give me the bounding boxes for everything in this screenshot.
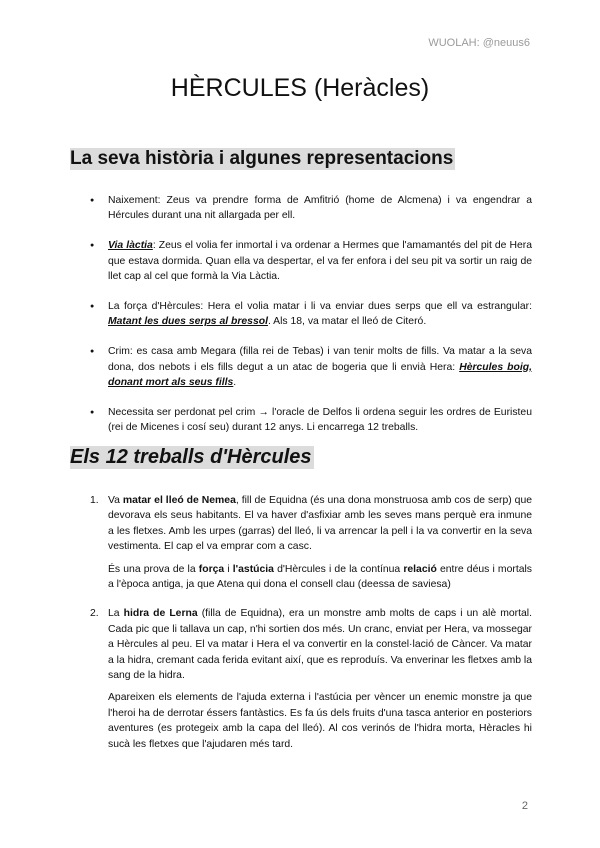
watermark: WUOLAH: @neuus6	[428, 37, 530, 49]
history-list	[90, 193, 532, 450]
section-heading-history	[70, 148, 455, 170]
item-text: .	[233, 377, 237, 389]
text-run: entre déus i mortals a l'època antiga, ja que Atena qui dona el consell clau (deessa de saviesa)	[108, 563, 532, 591]
text-run: d'Hèrcules i de la contínua	[273, 563, 404, 575]
item-text: . Als 18, va matar el lleó de Citeró.	[267, 316, 427, 328]
item-number: 1.	[90, 495, 99, 506]
page-number: 2	[521, 800, 528, 812]
list-item	[90, 193, 532, 224]
list-item	[90, 493, 532, 592]
bold-run: matar el lleó de Nemea	[122, 495, 236, 506]
item-text: Necessita ser perdonat pel crim → l'oracle de Delfos li ordena seguir les ordres de Euristeu (rei de Micenes i cosí seu) durant 12 anys. Li encarrega 12 treballs.	[108, 407, 532, 434]
bold-run: hidra de Lerna	[123, 608, 198, 620]
list-item	[90, 405, 532, 436]
text-run: , fill de Equidna (és una dona monstruosa amb cos de serp) que devorava els seus habitants. El va haver d'asfixiar amb les seves mans perquè era inmune a les fletxes. Amb les urpes (garras) del lleó, li va arrencar la pell i la va convertir en la seva vestimenta. El cap el va emprar com a casc.	[108, 495, 532, 553]
page-title: HÈRCULES (Heràcles)	[170, 74, 430, 102]
text-run: És una prova de la	[108, 563, 199, 575]
list-item	[90, 238, 532, 284]
item-text: La força d'Hèrcules: Hera el volia matar i li va enviar dues serps que ell va estrangular:	[108, 301, 532, 313]
item-paragraph	[108, 562, 532, 593]
item-text: : Zeus el volia fer inmortal i va ordenar a Hermes que l'amamantés del pit de Hera que estava dormida. Quan ella va despertar, el va fer enfora i del seu pit va sortir un raig de llet cap al cel que formà la Via Làctia.	[108, 240, 532, 283]
list-item	[90, 299, 532, 330]
list-item	[90, 344, 532, 390]
bold-run: l'astúcia	[232, 563, 274, 575]
item-paragraph	[108, 606, 532, 683]
heading-highlight: La seva història i algunes representacions	[70, 148, 454, 169]
heading-highlight: Els 12 treballs d'Hèrcules	[70, 446, 312, 468]
bold-run: relació	[403, 563, 437, 575]
text-run: La	[108, 608, 124, 620]
item-text: Naixement: Zeus va prendre forma de Amfitrió (home de Alcmena) i va engendrar a Hércules durant una nit allargada per ell.	[108, 195, 532, 222]
text-run: Va	[108, 495, 123, 506]
item-paragraph	[108, 493, 532, 555]
item-number: 2.	[90, 608, 99, 620]
section-heading-labours	[70, 446, 314, 469]
item-emphasis: Hèrcules boig, donant mort als seus fills	[108, 361, 532, 389]
item-text: Crim: es casa amb Megara (filla rei de Tebas) i van tenir molts de fills. Va matar a la seva dona, dos nebots i els fills degut a un atac de bogeria que li envià Hera:	[108, 346, 532, 373]
item-emphasis: Via làctia	[108, 240, 153, 252]
list-item	[90, 606, 532, 752]
bold-run: força	[198, 563, 225, 575]
labours-list	[90, 493, 532, 766]
item-emphasis: Matant les dues serps al bressol	[108, 316, 268, 328]
text-run: (filla de Equidna), era un monstre amb molts de caps i un alè mortal. Cada pic que li tallava un cap, n'hi sortien dos més. Un cranc, enviat per Hera, va mossegar a Hèrcules al peu. El va matar i Hera el va convertir en la constel·lació de Càncer. Va matar a la hidra, cremant cada ferida evitant així, que es reproduís. Va enverinar les fletxes amb la sang de la hidra.	[108, 608, 532, 682]
text-run: i	[224, 563, 233, 575]
item-paragraph: Apareixen els elements de l'ajuda externa i l'astúcia per vèncer un enemic monstre ja que l'heroi ha de derrotar éssers fantàstics. Es fa ús dels fruits d'una tasca anterior en posteriors aventures (es protegeix amb la capa del lleó). Al cos verinós de l'hidra morta, Hèracles hi sucà les fletxes que l'ajudaren més tard.	[108, 692, 532, 750]
